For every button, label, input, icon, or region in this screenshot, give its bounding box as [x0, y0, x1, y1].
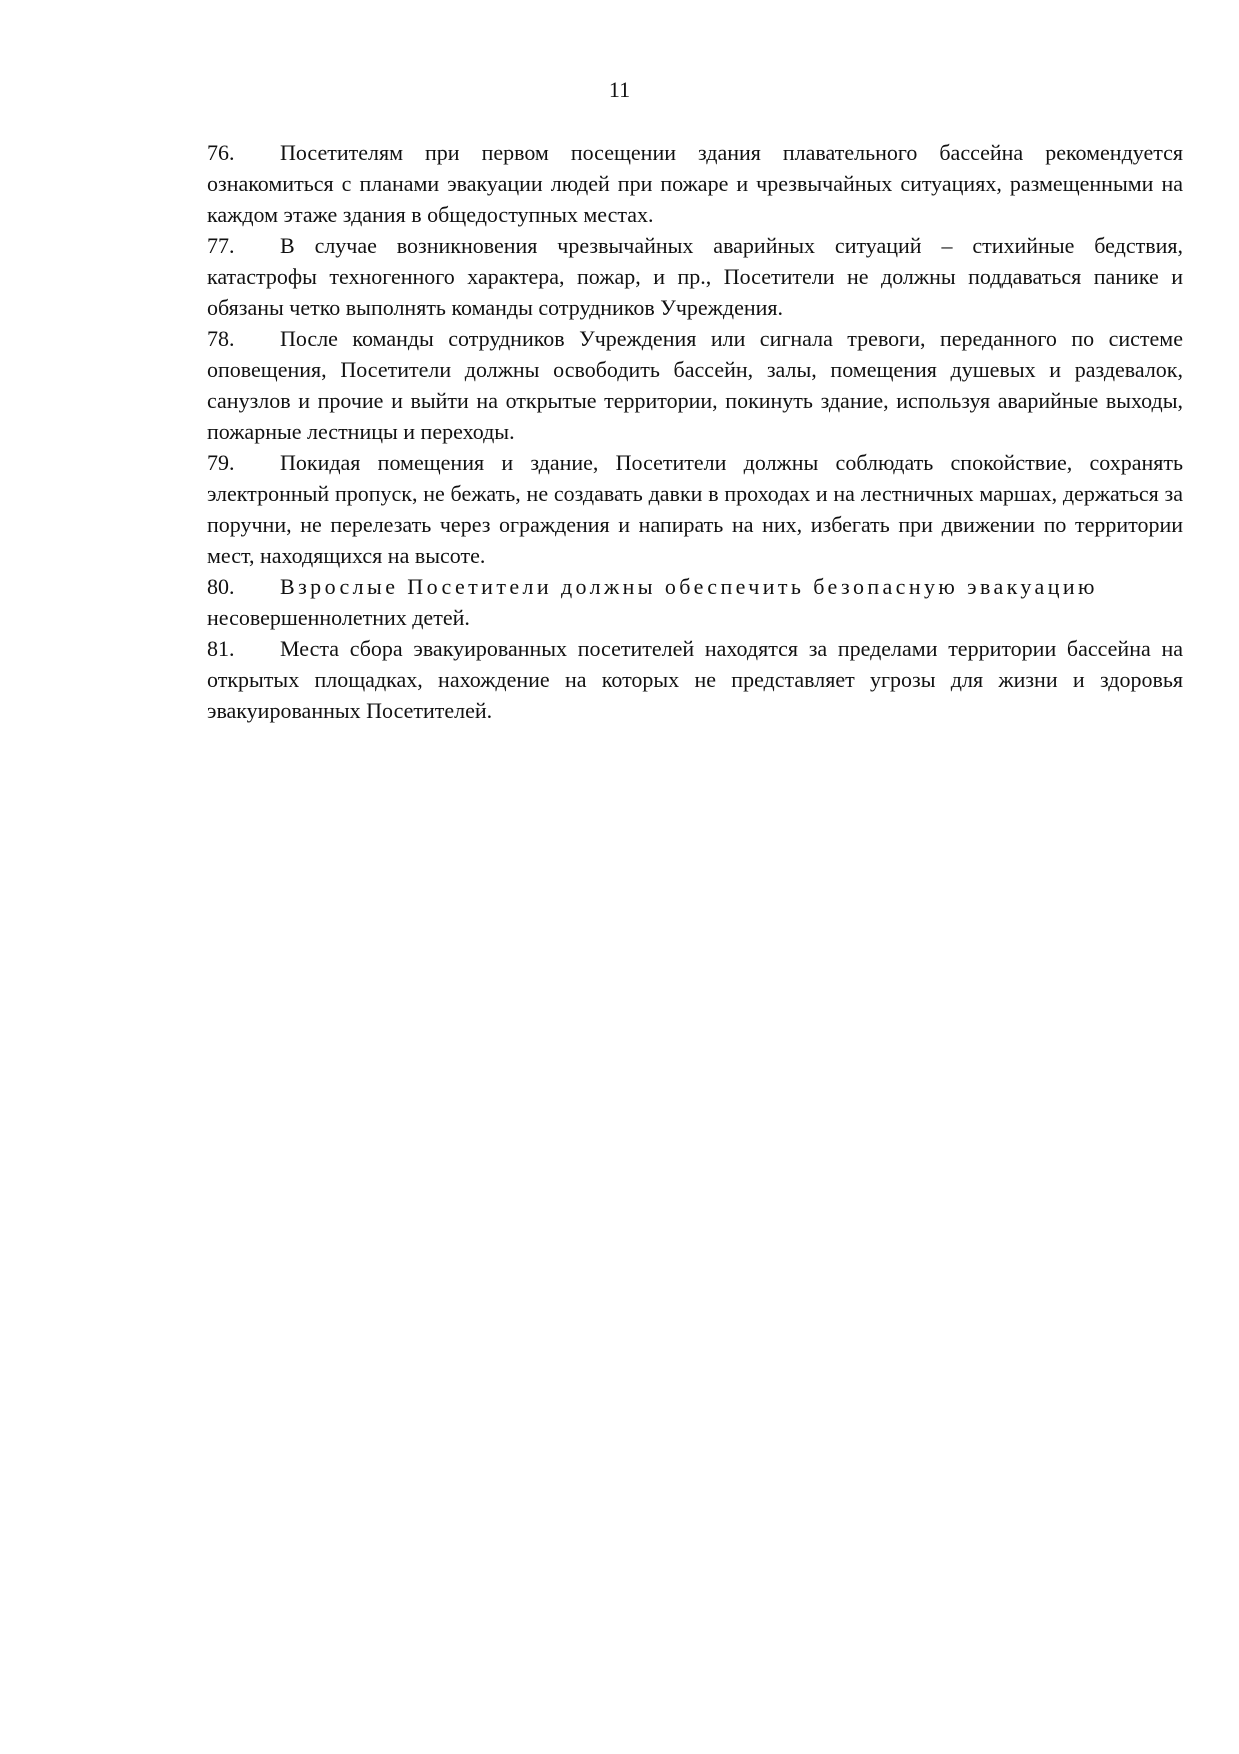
list-item-78 — [207, 323, 1183, 447]
item-number: 81. — [207, 636, 235, 661]
item-number: 79. — [207, 450, 235, 475]
document-body — [207, 137, 1183, 726]
item-text-continued: несовершеннолетних детей. — [207, 605, 470, 630]
item-text-spaced: Взрослые Посетители должны обеспечить безопасную эвакуацию — [280, 574, 1098, 599]
list-item-81 — [207, 633, 1183, 726]
item-text: После команды сотрудников Учреждения или сигнала тревоги, переданного по системе оповещения, Посетители должны освободить бассейн, залы, помещения душевых и раздевалок, санузлов и прочие и выйти на открытые территории, покинуть здание, используя аварийные выходы, пожарные лестницы и переходы. — [207, 326, 1183, 444]
item-text: Покидая помещения и здание, Посетители должны соблюдать спокойствие, сохранять электронный пропуск, не бежать, не создавать давки в проходах и на лестничных маршах, держаться за поручни, не перелезать через ограждения и напирать на них, избегать при движении по территории мест, находящихся на высоте. — [207, 450, 1183, 568]
list-item-79 — [207, 447, 1183, 571]
item-number: 77. — [207, 233, 235, 258]
item-number: 80. — [207, 574, 235, 599]
item-number: 78. — [207, 326, 235, 351]
item-text: В случае возникновения чрезвычайных аварийных ситуаций – стихийные бедствия, катастрофы техногенного характера, пожар, и пр., Посетители не должны поддаваться панике и обязаны четко выполнять команды сотрудников Учреждения. — [207, 233, 1183, 320]
list-item-76 — [207, 137, 1183, 230]
item-number: 76. — [207, 140, 235, 165]
list-item-77 — [207, 230, 1183, 323]
page-number: 11 — [608, 77, 631, 102]
item-text: Посетителям при первом посещении здания плавательного бассейна рекомендуется ознакомиться с планами эвакуации людей при пожаре и чрезвычайных ситуациях, размещенными на каждом этаже здания в общедоступных местах. — [207, 140, 1183, 227]
list-item-80 — [207, 571, 1183, 633]
item-text: Места сбора эвакуированных посетителей находятся за пределами территории бассейна на открытых площадках, нахождение на которых не представляет угрозы для жизни и здоровья эвакуированных Посетителей. — [207, 636, 1183, 723]
